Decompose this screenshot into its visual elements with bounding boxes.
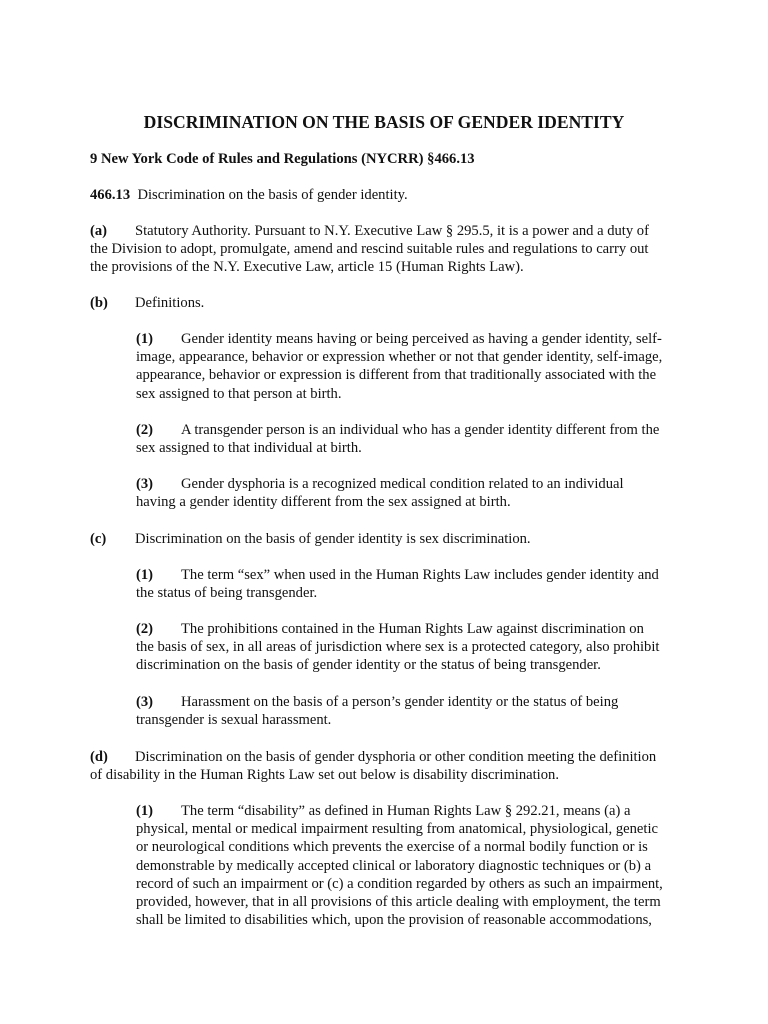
item-line: appearance, behavior or expression is different from that traditionally associated with the [136, 367, 657, 384]
item-b1 [136, 330, 696, 403]
paragraph-c-label: (c) [90, 531, 107, 547]
item-line: the basis of sex, in all areas of jurisdiction where sex is a protected category, also prohibit [136, 639, 660, 656]
item-c2 [136, 620, 696, 675]
item-line: image, appearance, behavior or expression whether or not that gender identity, self-image, [136, 349, 663, 366]
item-line: having a gender identity different from the sex assigned at birth. [136, 494, 511, 511]
item-line: record of such an impairment or (c) a condition regarded by others as such an impairment, [136, 875, 663, 892]
paragraph-b-text: Definitions. [135, 295, 205, 311]
item-c1 [136, 566, 696, 602]
item-line: The prohibitions contained in the Human Rights Law against discrimination on [181, 621, 644, 637]
item-line: Gender identity means having or being perceived as having a gender identity, self- [181, 331, 662, 347]
item-line: or neurological conditions which prevents the exercise of a normal bodily function or is [136, 839, 648, 856]
paragraph-c [90, 530, 690, 548]
section-heading [90, 186, 690, 204]
paragraph-a [90, 222, 710, 277]
item-c3 [136, 693, 696, 729]
paragraph-a-label: (a) [90, 223, 108, 239]
item-line: Harassment on the basis of a person’s gender identity or the status of being [181, 694, 619, 710]
paragraph-c-text: Discrimination on the basis of gender identity is sex discrimination. [135, 531, 531, 547]
item-line: sex assigned to that individual at birth. [136, 440, 362, 457]
document-title: DISCRIMINATION ON THE BASIS OF GENDER IDENTITY [143, 112, 625, 132]
paragraph-d [90, 748, 710, 784]
paragraph-d-line: Discrimination on the basis of gender dysphoria or other condition meeting the definition [135, 749, 657, 765]
item-line: Gender dysphoria is a recognized medical condition related to an individual [181, 476, 624, 492]
paragraph-b [90, 294, 690, 312]
item-line: physical, mental or medical impairment resulting from anatomical, physiological, genetic [136, 821, 658, 838]
section-heading-text: Discrimination on the basis of gender identity. [137, 187, 408, 203]
item-label: (2) [136, 621, 154, 637]
item-line: The term “sex” when used in the Human Rights Law includes gender identity and [181, 567, 659, 583]
item-label: (3) [136, 694, 154, 710]
item-line: The term “disability” as defined in Human Rights Law § 292.21, means (a) a [181, 803, 631, 819]
paragraph-a-line: the Division to adopt, promulgate, amend and rescind suitable rules and regulations to carry out [90, 241, 649, 258]
item-label: (3) [136, 476, 154, 492]
item-line: transgender is sexual harassment. [136, 712, 332, 729]
item-line: discrimination on the basis of gender identity or the status of being transgender. [136, 657, 601, 674]
item-b2 [136, 421, 696, 457]
citation: 9 New York Code of Rules and Regulations (NYCRR) §466.13 [90, 151, 475, 167]
item-line: shall be limited to disabilities which, upon the provision of reasonable accommodations, [136, 912, 652, 929]
item-line: provided, however, that in all provisions of this article dealing with employment, the term [136, 894, 661, 911]
section-number: 466.13 [90, 187, 131, 203]
item-line: demonstrable by medically accepted clinical or laboratory diagnostic techniques or (b) a [136, 857, 652, 874]
item-b3 [136, 475, 696, 511]
item-label: (2) [136, 422, 154, 438]
item-line: the status of being transgender. [136, 585, 318, 602]
paragraph-d-line: of disability in the Human Rights Law set out below is disability discrimination. [90, 767, 559, 784]
paragraph-b-label: (b) [90, 295, 108, 311]
item-label: (1) [136, 803, 154, 819]
paragraph-a-line: the provisions of the N.Y. Executive Law, article 15 (Human Rights Law). [90, 259, 524, 276]
item-d1 [136, 802, 696, 929]
item-label: (1) [136, 567, 154, 583]
paragraph-a-line: Statutory Authority. Pursuant to N.Y. Executive Law § 295.5, it is a power and a duty of [135, 223, 649, 239]
paragraph-d-label: (d) [90, 749, 108, 765]
item-line: sex assigned to that person at birth. [136, 385, 342, 402]
item-line: A transgender person is an individual who has a gender identity different from the [181, 422, 660, 438]
item-label: (1) [136, 331, 154, 347]
